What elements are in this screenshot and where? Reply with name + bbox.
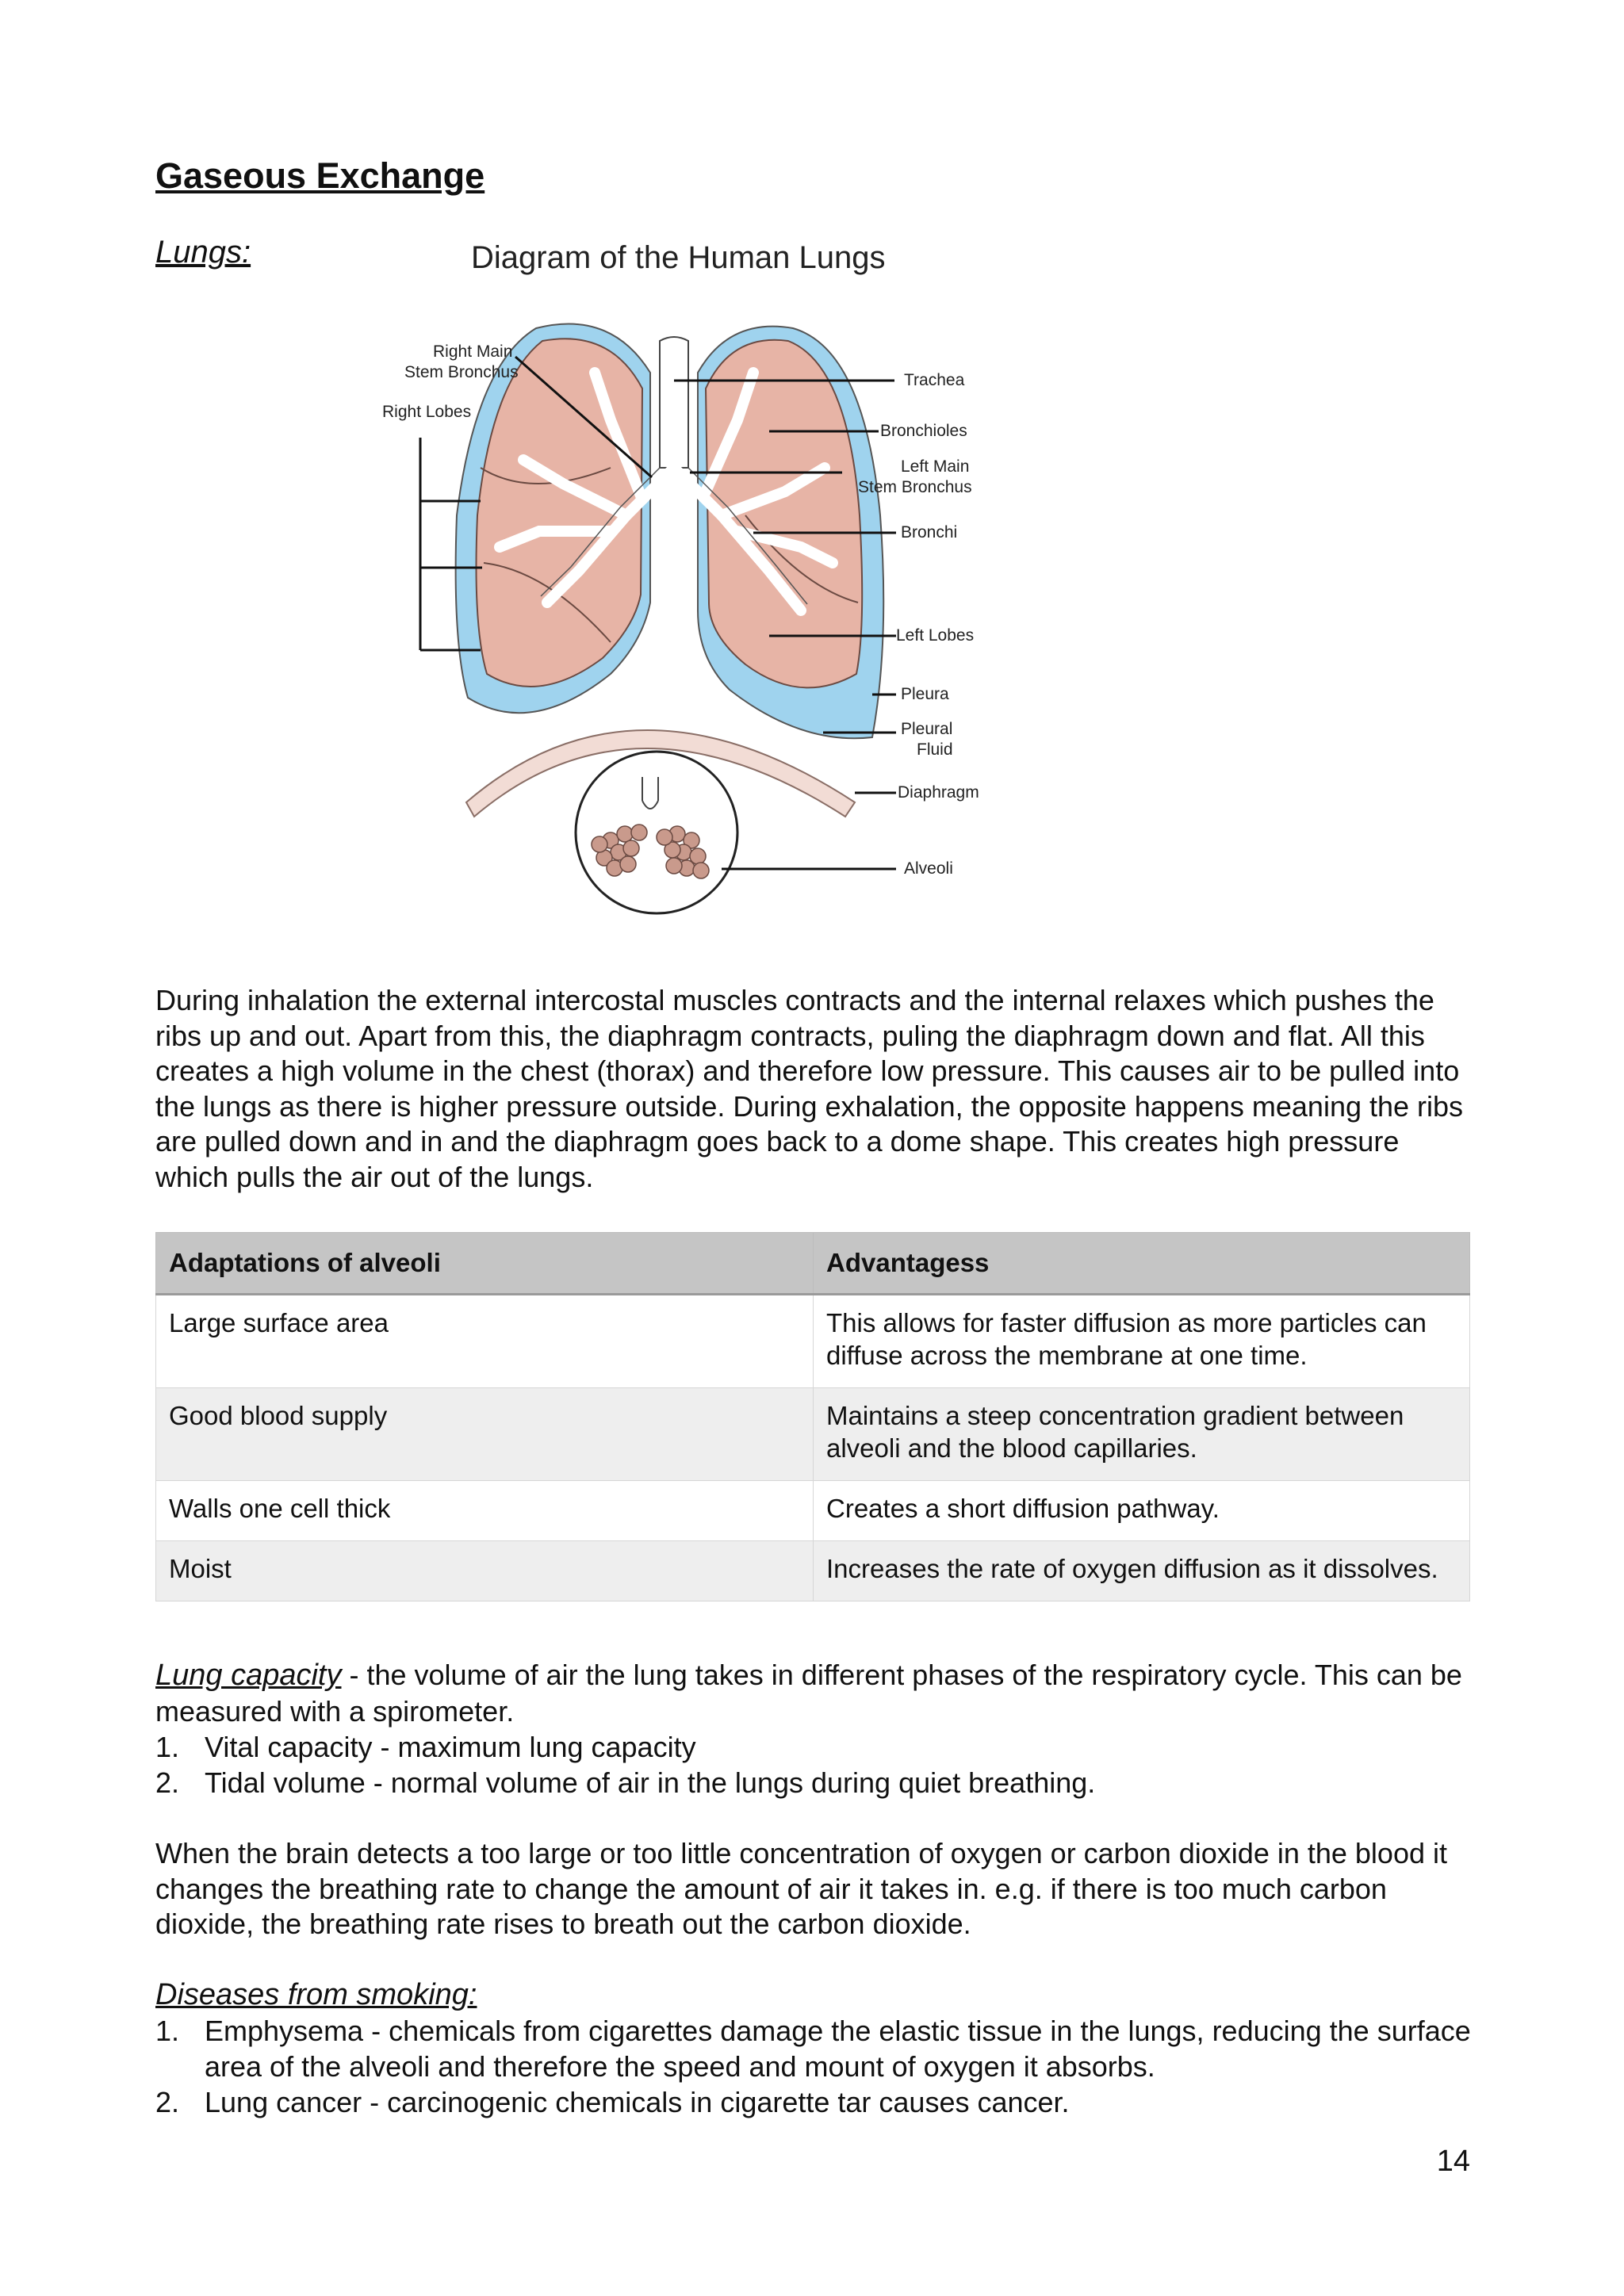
diseases-section [155,1977,1480,2120]
table-header-row [156,1233,1470,1295]
lung-capacity-text: - the volume of air the lung takes in different phases of the respiratory cycle. This can be measured with a spirometer. [155,1659,1462,1728]
list-text: Tidal volume - normal volume of air in the lungs during quiet breathing. [205,1766,1096,1799]
list-item [155,2013,1480,2084]
list-number: 1. [155,2015,180,2047]
lungs-diagram [373,230,1007,943]
table-cell-adaptation: Moist [156,1541,814,1601]
label-pleural-fluid-2: Fluid [917,740,953,759]
table-row [156,1388,1470,1481]
table-cell-advantage: Maintains a steep concentration gradient between alveoli and the blood capillaries. [814,1388,1470,1481]
alveoli-adaptations-table [155,1232,1470,1601]
table-cell-adaptation: Large surface area [156,1295,814,1388]
label-alveoli: Alveoli [904,859,953,878]
page-number: 14 [1436,2145,1470,2178]
table-cell-adaptation: Walls one cell thick [156,1481,814,1541]
list-number: 1. [155,1731,180,1763]
lung-capacity-definition [155,1657,1480,1729]
list-text: Lung cancer - carcinogenic chemicals in cigarette tar causes cancer. [205,2086,1070,2118]
list-number: 2. [155,1766,180,1799]
trachea-shape [660,337,688,468]
label-right-main-2: Stem Bronchus [404,363,519,381]
list-item [155,2084,1480,2120]
label-pleura: Pleura [901,685,949,703]
label-bronchioles: Bronchioles [880,422,967,440]
table-cell-advantage: Increases the rate of oxygen diffusion as it dissolves. [814,1541,1470,1601]
label-pleural-fluid-1: Pleural [901,720,953,738]
table-row [156,1481,1470,1541]
label-right-main-1: Right Main [433,342,513,361]
list-text: Vital capacity - maximum lung capacity [205,1731,696,1763]
table-row [156,1541,1470,1601]
lung-capacity-term: Lung capacity [155,1659,342,1692]
breathing-rate-paragraph: When the brain detects a too large or too little concentration of oxygen or carbon dioxide in the blood it changes the breathing rate to change the amount of air it takes in. e.g. if there is too much carbon dioxide, the breathing rate rises to breath out the carbon dioxide. [155,1837,1447,1940]
lung-capacity-section [155,1657,1480,1800]
label-diaphragm: Diaphragm [898,783,979,802]
label-left-main-2: Stem Bronchus [858,478,972,496]
table-header-advantages: Advantagess [814,1233,1470,1295]
table-cell-adaptation: Good blood supply [156,1388,814,1481]
diseases-list [155,2013,1480,2120]
label-right-lobes: Right Lobes [382,403,472,421]
label-bronchi: Bronchi [901,523,958,541]
label-trachea: Trachea [904,371,965,389]
label-left-lobes: Left Lobes [896,626,975,645]
list-text: Emphysema - chemicals from cigarettes damage the elastic tissue in the lungs, reducing the surface area of the alveoli and therefore the speed and mount of oxygen it absorbs. [205,2015,1471,2083]
lung-capacity-list [155,1729,1480,1800]
list-number: 2. [155,2086,180,2118]
page-title: Gaseous Exchange [155,155,485,196]
list-item [155,1729,1480,1765]
table-row [156,1295,1470,1388]
lungs-heading: Lungs: [155,235,251,270]
list-item [155,1765,1480,1800]
table-cell-advantage: Creates a short diffusion pathway. [814,1481,1470,1541]
diagram-title: Diagram of the Human Lungs [471,240,886,275]
label-left-main-1: Left Main [901,457,970,476]
alveoli-inset [576,752,737,913]
table-cell-advantage: This allows for faster diffusion as more particles can diffuse across the membrane at one time. [814,1295,1470,1388]
diseases-heading: Diseases from smoking: [155,1978,477,2011]
table-header-adaptations: Adaptations of alveoli [156,1233,814,1295]
breathing-paragraph: During inhalation the external intercostal muscles contracts and the internal relaxes which pushes the ribs up and out. Apart from this, the diaphragm contracts, puling the diaphragm down and flat. All this creates a high volume in the chest (thorax) and therefore low pressure. This causes air to be pulled into the lungs as there is higher pressure outside. During exhalation, the opposite happens meaning the ribs are pulled down and in and the diaphragm goes back to a dome shape. This creates high pressure which pulls the air out of the lungs. [155,984,1464,1193]
